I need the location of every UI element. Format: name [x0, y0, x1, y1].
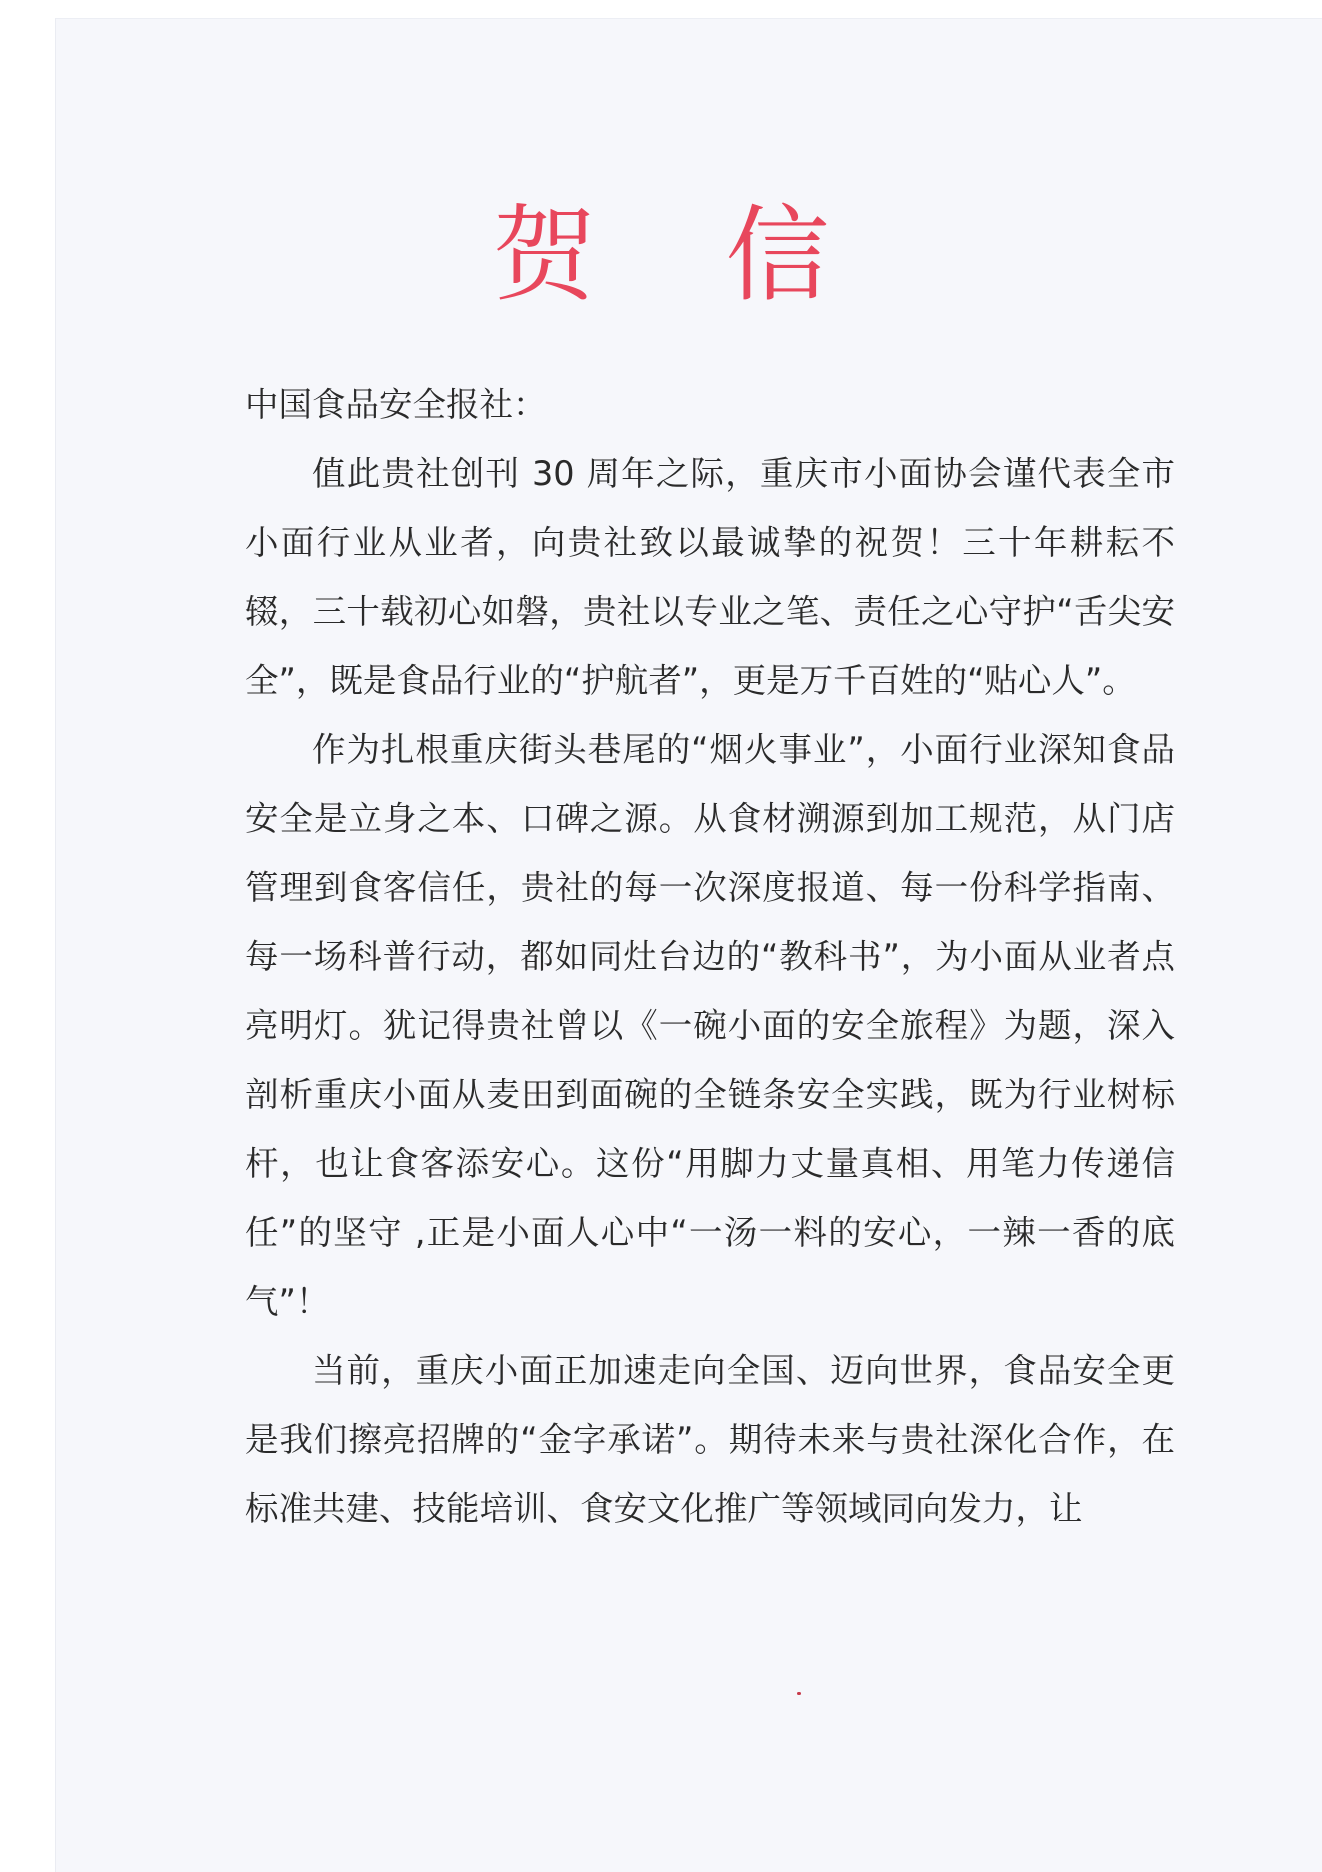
- paragraph-2: 作为扎根重庆街头巷尾的“烟火事业”，小面行业深知食品安全是立身之本、口碑之源。从食材溯源到加工规范，从门店管理到食客信任，贵社的每一次深度报道、每一份科学指南、每一场科普行动，都如同灶台边的“教科书”，为小面从业者点亮明灯。犹记得贵社曾以《一碗小面的安全旅程》为题，深入剖析重庆小面从麦田到面碗的全链条安全实践，既为行业树标杆，也让食客添安心。这份“用脚力丈量真相、用笔力传递信任”的坚守 ,正是小面人心中“一汤一料的安心，一辣一香的底气”！: [245, 730, 1175, 1321]
- letter-body: [245, 370, 1175, 1543]
- paragraph-3: 当前，重庆小面正加速走向全国、迈向世界，食品安全更是我们擦亮招牌的“金字承诺”。期待未来与贵社深化合作，在标准共建、技能培训、食安文化推广等领域同向发力，让: [245, 1351, 1175, 1528]
- letter-title: 贺 信: [492, 194, 878, 316]
- paragraph-1: 值此贵社创刊 30 周年之际，重庆市小面协会谨代表全市小面行业从业者，向贵社致以最诚挚的祝贺！三十年耕耘不辍，三十载初心如磐，贵社以专业之笔、责任之心守护“舌尖安全”，既是食品行业的“护航者”，更是万千百姓的“贴心人”。: [245, 454, 1175, 700]
- scan-speck: [797, 1692, 801, 1695]
- salutation: 中国食品安全报社：: [245, 385, 547, 424]
